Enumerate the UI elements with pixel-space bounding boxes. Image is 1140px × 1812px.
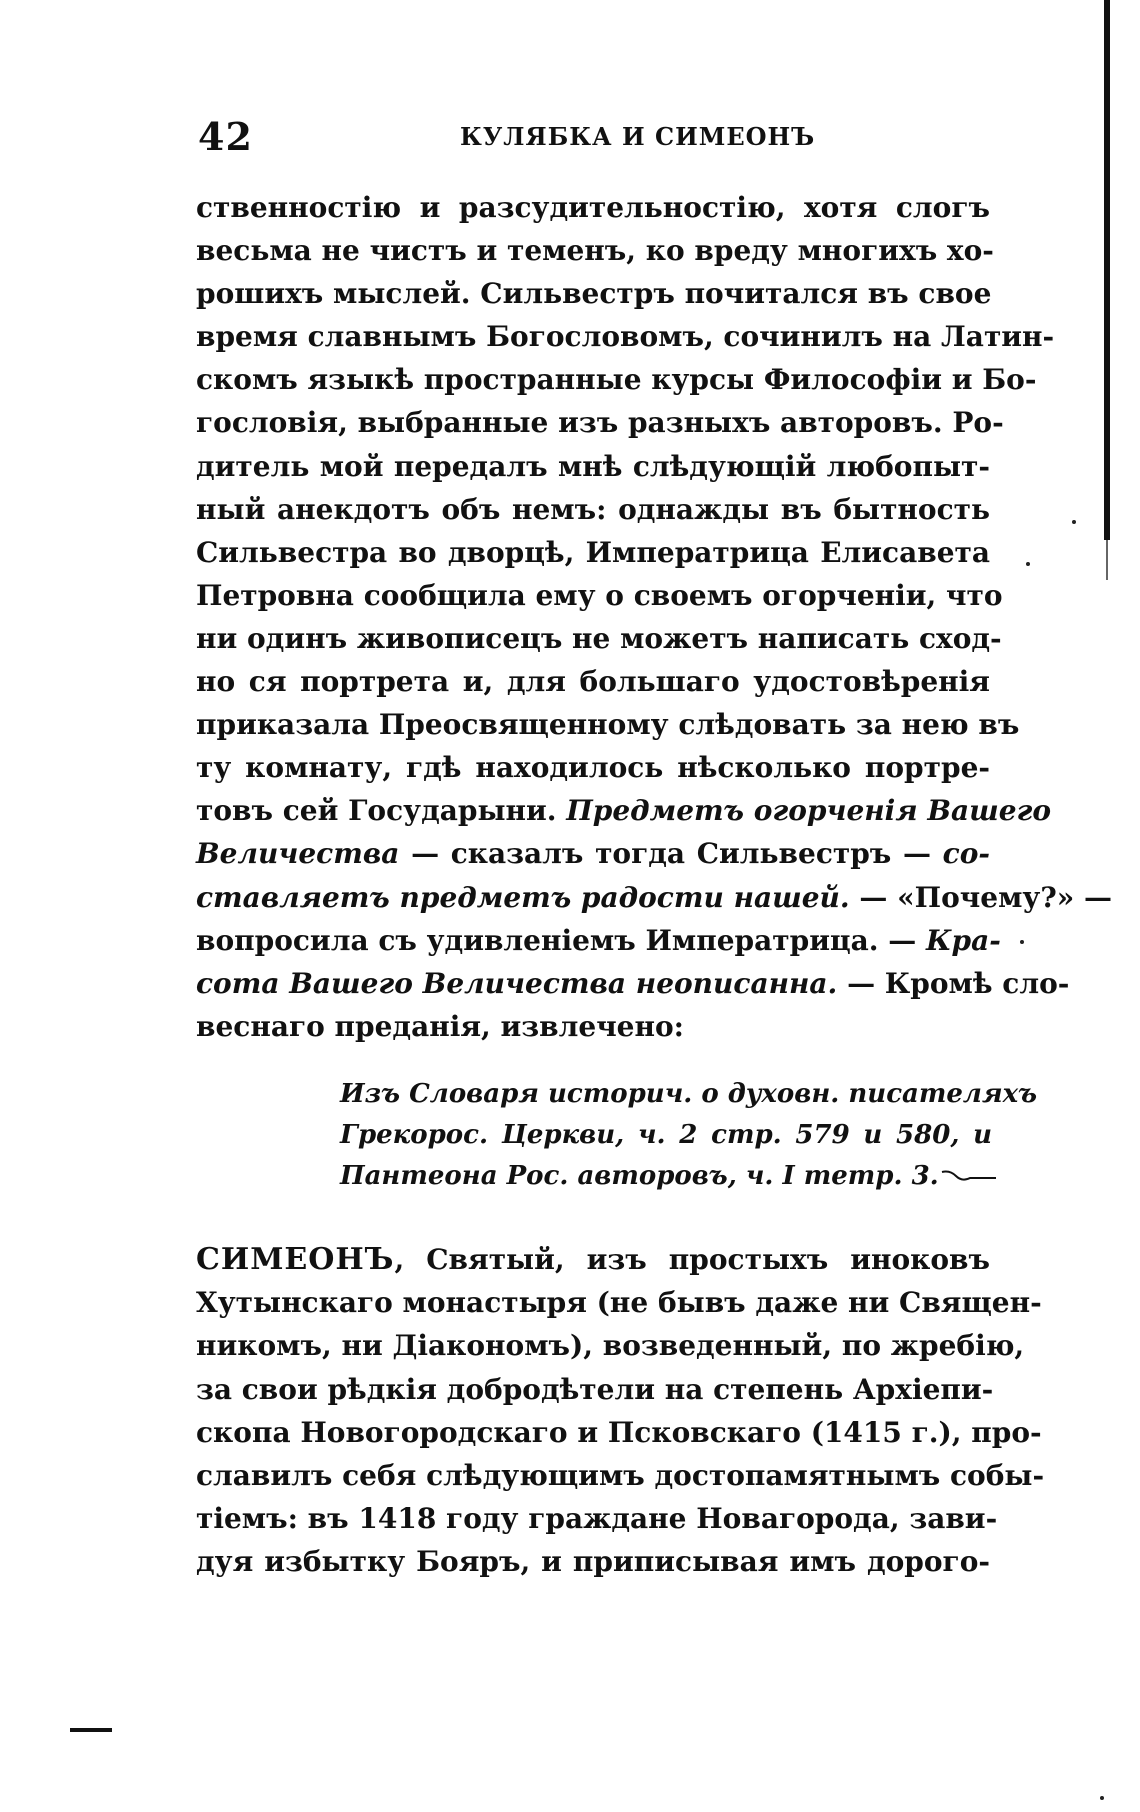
italic-span: Кра- [926,923,1001,957]
text-line: никомъ, ни Діакономъ), возведенный, по жребію, [196,1329,1025,1363]
scan-edge-rule-thin [1106,540,1108,580]
scan-speck [1100,1796,1104,1800]
text-line: рошихъ мыслей. Сильвестръ почитался въ свое [196,277,992,311]
text-span: товъ сей Государыни. [196,794,557,828]
page-header [198,112,998,168]
italic-span: Величества [196,837,400,871]
scan-bottom-mark [70,1728,112,1732]
text-line-mixed [196,832,990,875]
text-line: приказала Преосвященному слѣдовать за нею въ [196,708,1020,742]
running-head: КУЛЯБКА И СИМЕОНЪ [460,122,816,151]
text-line-mixed [196,962,1070,1005]
text-span: — Кромѣ сло- [847,966,1070,1000]
text-line: Петровна сообщила ему о своемъ огорченіи, что [196,578,1003,612]
text-line: за свои рѣдкія добродѣтели на степень Архіепи- [196,1372,994,1406]
scan-speck [1020,940,1024,944]
text-line-mixed [196,789,1052,832]
text-span: — сказалъ тогда Сильвестръ — [411,837,931,871]
text-span: , Святый, изъ простыхъ иноковъ [394,1243,990,1276]
citation-line: Изъ Словаря историч. о духовн. писателяхъ [340,1079,1038,1109]
italic-span: Предметъ огорченія Вашего [566,794,1052,828]
text-line: но ся портрета и, для большаго удостовѣренія [196,665,990,699]
page-number: 42 [198,114,253,159]
entry-first-line [196,1238,990,1281]
text-span: вопросила съ удивленіемъ Императрица. — [196,923,917,957]
citation-line: Пантеона Рос. авторовъ, ч. I тетр. 3. [340,1161,939,1191]
italic-span: ставляетъ предметъ радости нашей. [196,880,850,914]
scan-speck [1072,520,1076,524]
text-line: веснаго преданія, извлечено: [196,1009,685,1043]
citation-end-flourish [940,1168,998,1184]
text-line: дуя избытку Бояръ, и приписывая имъ дорого- [196,1545,990,1579]
text-line: весьма не чистъ и теменъ, ко вреду многихъ хо- [196,234,994,268]
text-line: гословія, выбранные изъ разныхъ авторовъ. Ро- [196,406,1004,440]
text-line: дитель мой передалъ мнѣ слѣдующій любопыт- [196,449,990,483]
text-line: ту комнату, гдѣ находилось нѣсколько портре- [196,751,990,785]
text-line: ный анекдотъ объ немъ: однажды въ бытность [196,492,990,526]
source-citation [340,1074,1038,1197]
scan-edge-rule [1104,0,1110,540]
entry-headword: СИМЕОНЪ [196,1242,395,1277]
text-line: ственностію и разсудительностію, хотя слогъ [196,191,990,224]
text-line: Сильвестра во дворцѣ, Императрица Елисавета [196,535,990,569]
text-span: — «Почему?» — [859,880,1112,914]
text-line-mixed [196,919,1001,962]
italic-span: сота Вашего Величества неописанна. [196,966,838,1000]
main-text-block [196,186,1112,1048]
text-line: славилъ себя слѣдующимъ достопамятнымъ собы- [196,1459,1045,1493]
text-line: Хутынскаго монастыря (не бывъ даже ни Священ- [196,1286,1042,1320]
text-line: скопа Новогородскаго и Псковскаго (1415 г.), про- [196,1415,1042,1449]
citation-line: Грекорос. Церкви, ч. 2 стр. 579 и 580, и [340,1120,992,1150]
text-line: время славнымъ Богословомъ, сочинилъ на Латин- [196,320,1055,354]
scan-speck [1026,562,1030,566]
dictionary-entry [196,1238,1045,1584]
text-line: ни одинъ живописецъ не можетъ написать сход- [196,621,1002,655]
text-line: тіемъ: въ 1418 году граждане Новагорода, зави- [196,1502,998,1536]
text-line-mixed [196,876,1112,919]
italic-span: со- [942,837,990,871]
text-line: скомъ языкѣ пространные курсы Философіи и Бо- [196,363,1037,397]
